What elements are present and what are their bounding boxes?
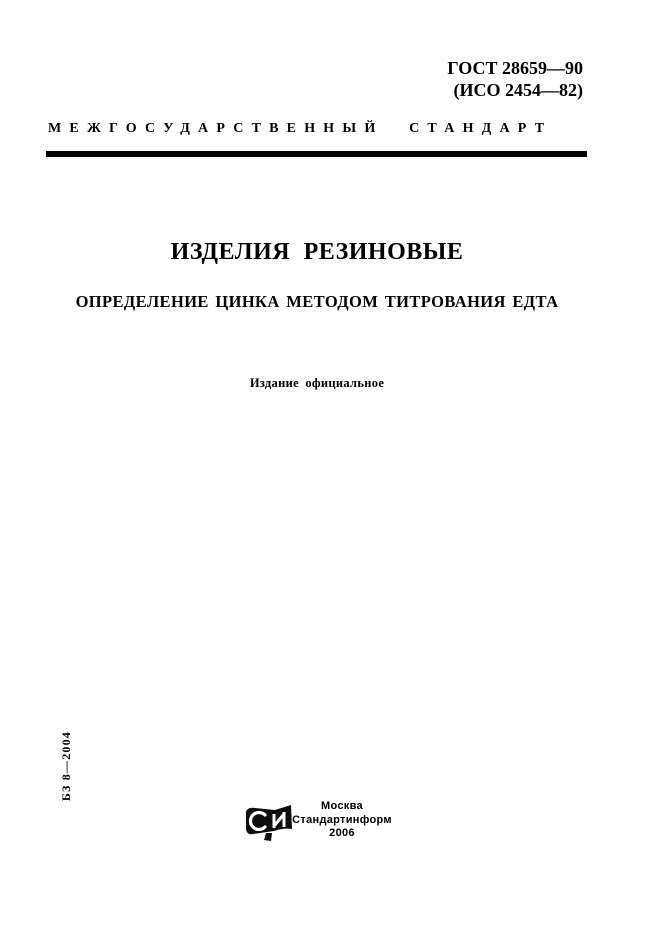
- imprint-block: [292, 800, 392, 841]
- imprint-publisher: Стандартинформ: [292, 813, 392, 826]
- standard-category-heading: МЕЖГОСУДАРСТВЕННЫЙ СТАНДАРТ: [48, 121, 553, 136]
- edition-note: Издание официальное: [249, 376, 385, 390]
- iso-number: (ИСО 2454—82): [453, 80, 583, 100]
- divider-bar: [46, 151, 587, 157]
- imprint-city: Москва: [321, 800, 363, 812]
- standartinform-logo-icon: [242, 804, 295, 842]
- spine-code: БЗ 8—2004: [59, 731, 73, 802]
- document-title: ИЗДЕЛИЯ РЕЗИНОВЫЕ: [170, 239, 464, 265]
- imprint-year: 2006: [329, 827, 355, 839]
- document-subtitle: ОПРЕДЕЛЕНИЕ ЦИНКА МЕТОДОМ ТИТРОВАНИЯ ЕДТА: [75, 292, 559, 311]
- doc-code-block: [447, 57, 583, 101]
- gost-number: ГОСТ 28659—90: [447, 58, 583, 78]
